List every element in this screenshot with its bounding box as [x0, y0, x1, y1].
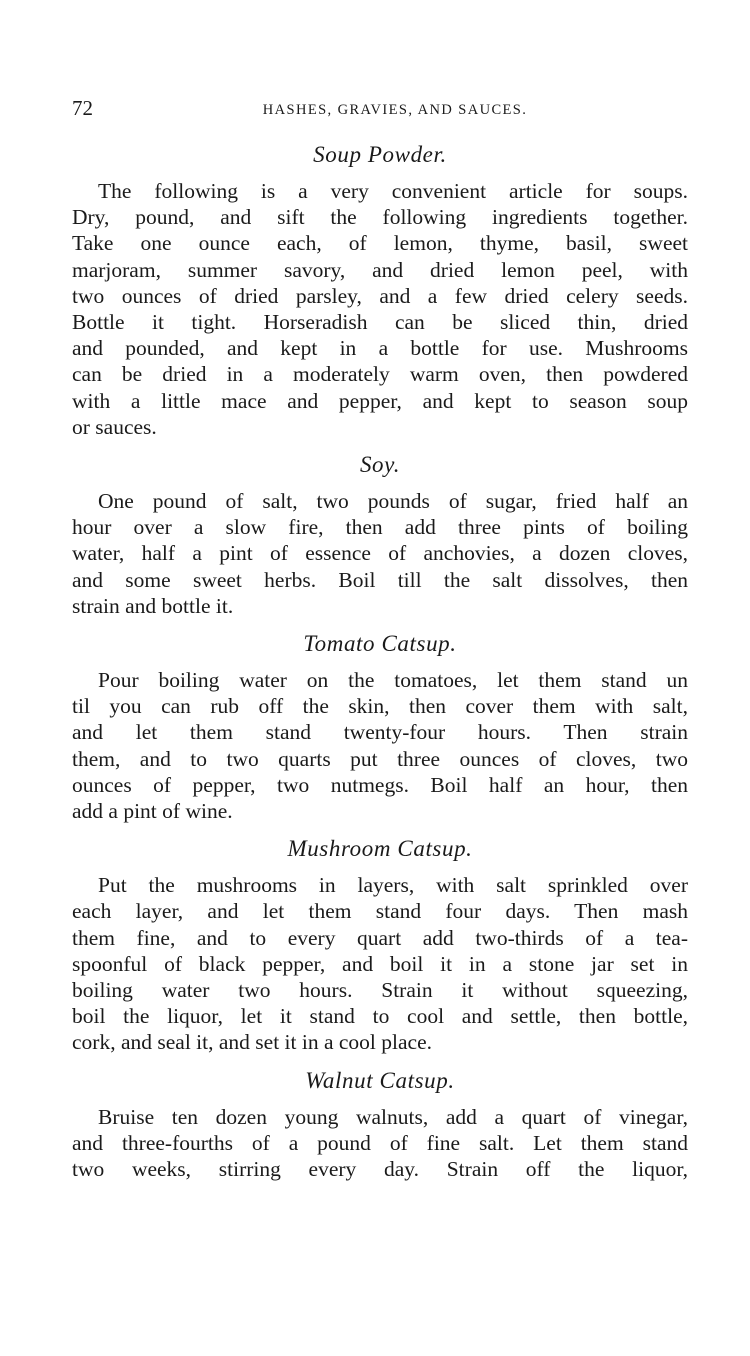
text-line: Bruise ten dozen young walnuts, add a quart of vinegar,: [98, 1104, 688, 1129]
running-title: HASHES, GRAVIES, AND SAUCES.: [262, 102, 528, 118]
text-line: til you can rub off the skin, then cover them with salt,: [72, 694, 688, 719]
running-head: [72, 96, 688, 126]
section-heading: Soup Powder.: [313, 142, 447, 167]
page-number: 72: [72, 96, 93, 120]
text-line: can be dried in a moderately warm oven, then powdered: [72, 362, 688, 387]
text-line: cork, and seal it, and set it in a cool place.: [72, 1030, 432, 1055]
section-mushroom-catsup: [72, 834, 688, 1055]
section-body: [72, 667, 688, 824]
text-line: strain and bottle it.: [72, 593, 234, 618]
text-line: hour over a slow fire, then add three pints of boiling: [72, 515, 688, 540]
text-line: or sauces.: [72, 414, 157, 439]
section-tomato-catsup: [72, 629, 688, 824]
text-line: and some sweet herbs. Boil till the salt dissolves, then: [72, 567, 688, 592]
text-line: Pour boiling water on the tomatoes, let them stand un: [98, 668, 688, 693]
section-body: [72, 178, 688, 440]
section-heading: Mushroom Catsup.: [287, 836, 473, 862]
text-line: water, half a pint of essence of anchovies, a dozen cloves,: [72, 541, 688, 566]
text-line: them, and to two quarts put three ounces of cloves, two: [72, 746, 688, 771]
section-heading: Tomato Catsup.: [303, 631, 457, 657]
book-page: [72, 96, 688, 1192]
text-line: each layer, and let them stand four days. Then mash: [72, 899, 688, 924]
text-line: and pounded, and kept in a bottle for use. Mushrooms: [72, 336, 688, 361]
text-line: One pound of salt, two pounds of sugar, fried half an: [98, 489, 688, 514]
section-heading: Soy.: [359, 452, 401, 478]
text-line: them fine, and to every quart add two-thirds of a tea-: [72, 925, 688, 950]
text-line: Take one ounce each, of lemon, thyme, basil, sweet: [72, 231, 688, 256]
text-line: Bottle it tight. Horseradish can be sliced thin, dried: [72, 310, 688, 335]
text-line: The following is a very convenient article for soups.: [98, 179, 688, 203]
text-line: add a pint of wine.: [72, 799, 233, 824]
text-line: and three-fourths of a pound of fine salt. Let them stand: [72, 1130, 688, 1155]
text-line: boil the liquor, let it stand to cool and settle, then bottle,: [72, 1004, 688, 1029]
section-body: [72, 488, 688, 619]
section-soy: [72, 450, 688, 619]
section-heading: Walnut Catsup.: [305, 1067, 455, 1093]
text-line: Dry, pound, and sift the following ingredients together.: [72, 205, 688, 230]
text-line: Put the mushrooms in layers, with salt sprinkled over: [98, 873, 688, 898]
section-body: [72, 872, 688, 1055]
section-soup-powder: [72, 140, 688, 440]
text-line: two weeks, stirring every day. Strain off the liquor,: [72, 1157, 688, 1182]
text-line: marjoram, summer savory, and dried lemon peel, with: [72, 257, 688, 282]
text-line: with a little mace and pepper, and kept to season soup: [72, 388, 688, 413]
text-line: two ounces of dried parsley, and a few dried celery seeds.: [72, 283, 688, 308]
text-line: ounces of pepper, two nutmegs. Boil half an hour, then: [72, 772, 688, 797]
section-walnut-catsup: [72, 1066, 688, 1183]
text-line: spoonful of black pepper, and boil it in a stone jar set in: [72, 951, 688, 976]
text-line: and let them stand twenty-four hours. Then strain: [72, 720, 688, 745]
text-line: boiling water two hours. Strain it without squeezing,: [72, 978, 688, 1003]
section-body: [72, 1104, 688, 1183]
